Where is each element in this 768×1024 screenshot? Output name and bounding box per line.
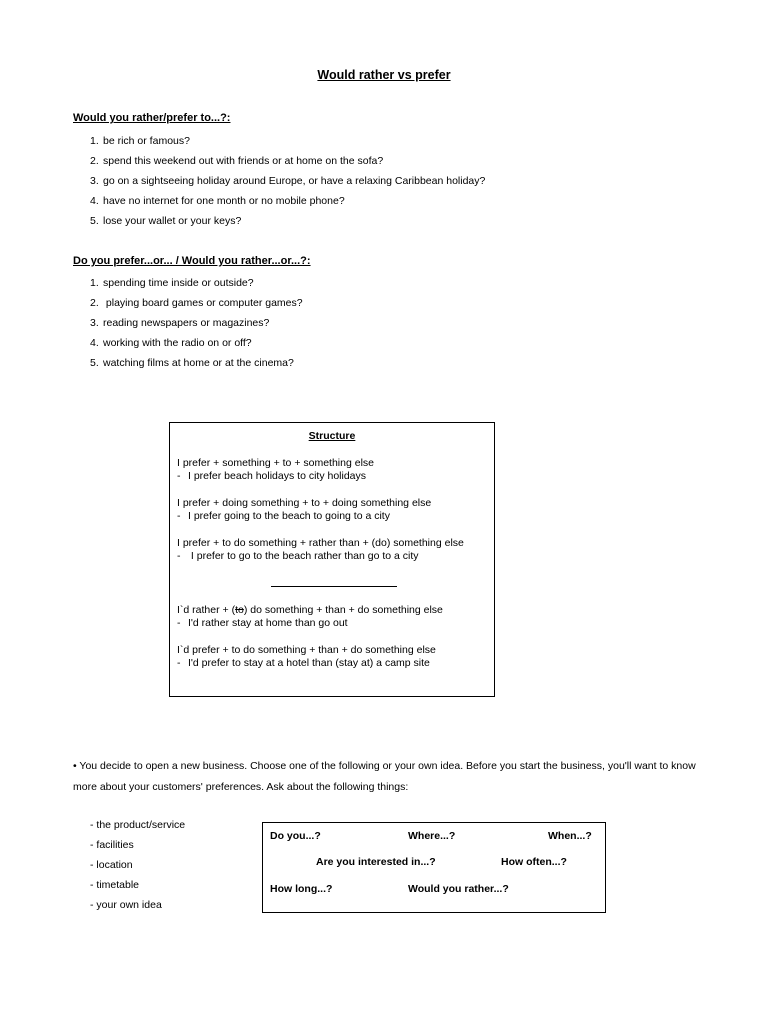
list-item: - facilities [90,839,134,851]
list-item: 3. go on a sightseeing holiday around Europe, or have a relaxing Caribbean holiday? [90,175,486,187]
section2-list [90,273,303,373]
prompt-when: When...? [548,830,592,842]
list-item: 2. playing board games or computer games? [90,297,303,309]
structure-example: - I prefer to go to the beach rather than go to a city [177,550,419,562]
structure-example: - I prefer going to the beach to going to a city [177,510,390,522]
structure-example: - I'd prefer to stay at a hotel than (stay at) a camp site [177,657,430,669]
structure-rule: I`d rather + (to) do something + than + do something else [177,604,443,616]
prompt-how-often: How often...? [501,856,567,868]
structure-rule: I prefer + doing something + to + doing something else [177,497,432,509]
list-item: - timetable [90,879,140,891]
section1-heading: Would you rather/prefer to...?: [73,112,231,124]
list-item: - location [90,859,133,871]
list-item: - your own idea [90,899,162,911]
prompt-where: Where...? [408,830,456,842]
structure-rule: I prefer + to do something + rather than + (do) something else [177,537,464,549]
list-item: 5. watching films at home or at the cinema? [90,357,294,369]
list-item: 1. be rich or famous? [90,135,190,147]
task-paragraph: • You decide to open a new business. Choose one of the following or your own idea. Before you start the business, you'll want to know more about your customers' preferences. Ask about the following things: [73,760,696,793]
page-title: Would rather vs prefer [317,68,451,82]
structure-box [169,422,495,697]
structure-rule: I`d prefer + to do something + than + do something else [177,644,436,656]
list-item: - the product/service [90,819,186,831]
section1-list [90,131,485,231]
prompt-do-you: Do you...? [270,830,321,842]
list-item: 2. spend this weekend out with friends or at home on the sofa? [90,155,384,167]
structure-example: - I prefer beach holidays to city holidays [177,470,367,482]
bullet: • [73,760,77,772]
divider-line [271,586,397,587]
topics-list [90,815,185,915]
list-item: 4. working with the radio on or off? [90,337,252,349]
structure-example: - I'd rather stay at home than go out [177,617,348,629]
list-item: 3. reading newspapers or magazines? [90,317,270,329]
question-prompts-box [262,822,606,913]
list-item: 1. spending time inside or outside? [90,277,254,289]
list-item: 4. have no internet for one month or no mobile phone? [90,195,345,207]
structure-title: Structure [308,430,356,442]
prompt-how-long: How long...? [270,883,333,895]
prompt-interested: Are you interested in...? [316,856,436,868]
list-item: 5. lose your wallet or your keys? [90,215,242,227]
structure-rule: I prefer + something + to + something else [177,457,374,469]
section2-heading: Do you prefer...or... / Would you rather...or...?: [73,255,311,267]
prompt-would-rather: Would you rather...? [408,883,509,895]
